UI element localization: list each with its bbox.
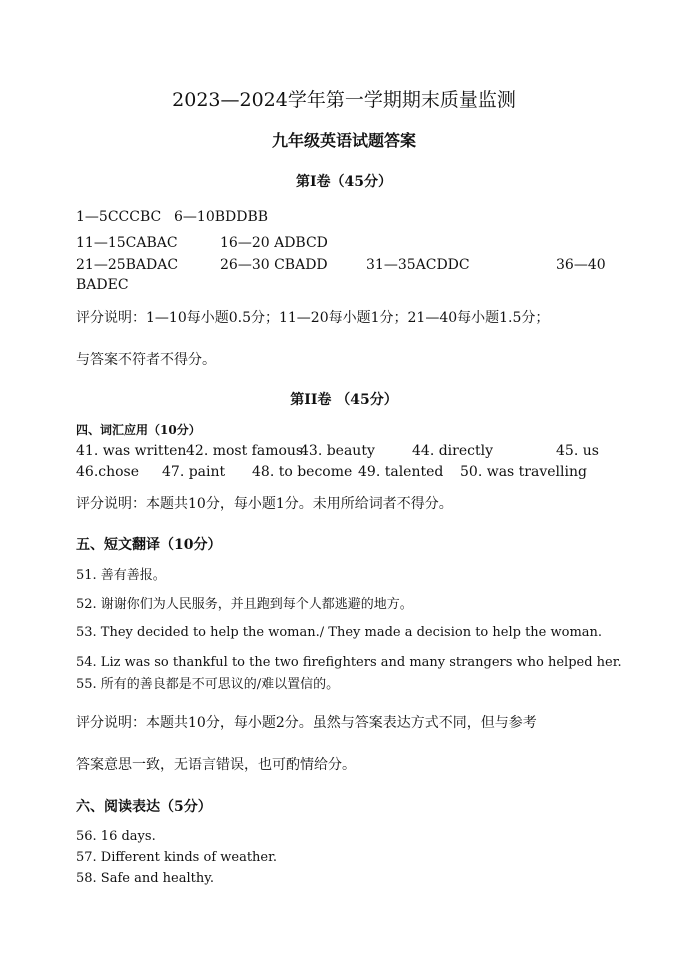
answer-item: 44. directly	[412, 443, 493, 459]
reading-answer-item: 56. 16 days.	[76, 829, 156, 844]
answer-group: 16—20 ADBCD	[220, 235, 328, 251]
answer-group: 11—15CABAC	[76, 235, 178, 251]
part2-heading: 第II卷 （45分）	[290, 392, 398, 408]
answer-group: 1—5CCCBC	[76, 209, 162, 225]
translation-item: 52. 谢谢你们为人民服务，并且跑到每个人都逃避的地方。	[76, 597, 413, 612]
reading-answer-item: 58. Safe and healthy.	[76, 871, 214, 886]
translation-item: 51. 善有善报。	[76, 568, 166, 583]
section6-heading: 六、阅读表达（5分）	[76, 799, 212, 815]
reading-answer-item: 57. Different kinds of weather.	[76, 850, 278, 865]
document-subtitle: 九年级英语试题答案	[271, 131, 416, 150]
document-title: 2023—2024学年第一学期期末质量监测	[172, 89, 516, 111]
answer-row-wrap: BADEC	[76, 277, 129, 293]
translation-item: 53. They decided to help the woman./ They made a decision to help the woman.	[76, 625, 603, 640]
section5-scoring-note: 评分说明：本题共10分，每小题2分。虽然与答案表达方式不同，但与参考	[76, 715, 537, 731]
answer-item: 46.chose	[76, 464, 140, 480]
answer-item: 45. us	[556, 443, 599, 459]
answer-group: 31—35ACDDC	[366, 257, 470, 273]
answer-item: 48. to become	[252, 464, 353, 480]
translation-item: 55. 所有的善良都是不可思议的/难以置信的。	[76, 677, 340, 692]
answer-group: 36—40	[556, 257, 606, 273]
part1-scoring-note-cont: 与答案不符者不得分。	[76, 352, 216, 368]
answer-item: 50. was travelling	[460, 464, 587, 480]
answer-item: 43. beauty	[300, 443, 375, 459]
answer-item: 41. was written	[76, 443, 187, 459]
section4-scoring-note: 评分说明：本题共10分，每小题1分。未用所给词者不得分。	[76, 496, 453, 512]
answer-item: 42. most famous	[186, 443, 304, 459]
section5-scoring-note-cont: 答案意思一致，无语言错误，也可酌情给分。	[76, 757, 356, 773]
answer-group: 6—10BDDBB	[174, 209, 269, 225]
part1-heading: 第I卷（45分）	[295, 174, 393, 190]
section5-heading: 五、短文翻译（10分）	[76, 537, 222, 553]
answer-group: 26—30 CBADD	[220, 257, 328, 273]
part1-scoring-note: 评分说明：1—10每小题0.5分；11—20每小题1分；21—40每小题1.5分；	[76, 310, 550, 326]
translation-item: 54. Liz was so thankful to the two firefighters and many strangers who helped her.	[76, 655, 622, 670]
answer-item: 47. paint	[162, 464, 226, 480]
section4-heading: 四、词汇应用（10分）	[76, 423, 201, 437]
answer-group: 21—25BADAC	[76, 257, 179, 273]
answer-item: 49. talented	[358, 464, 444, 480]
